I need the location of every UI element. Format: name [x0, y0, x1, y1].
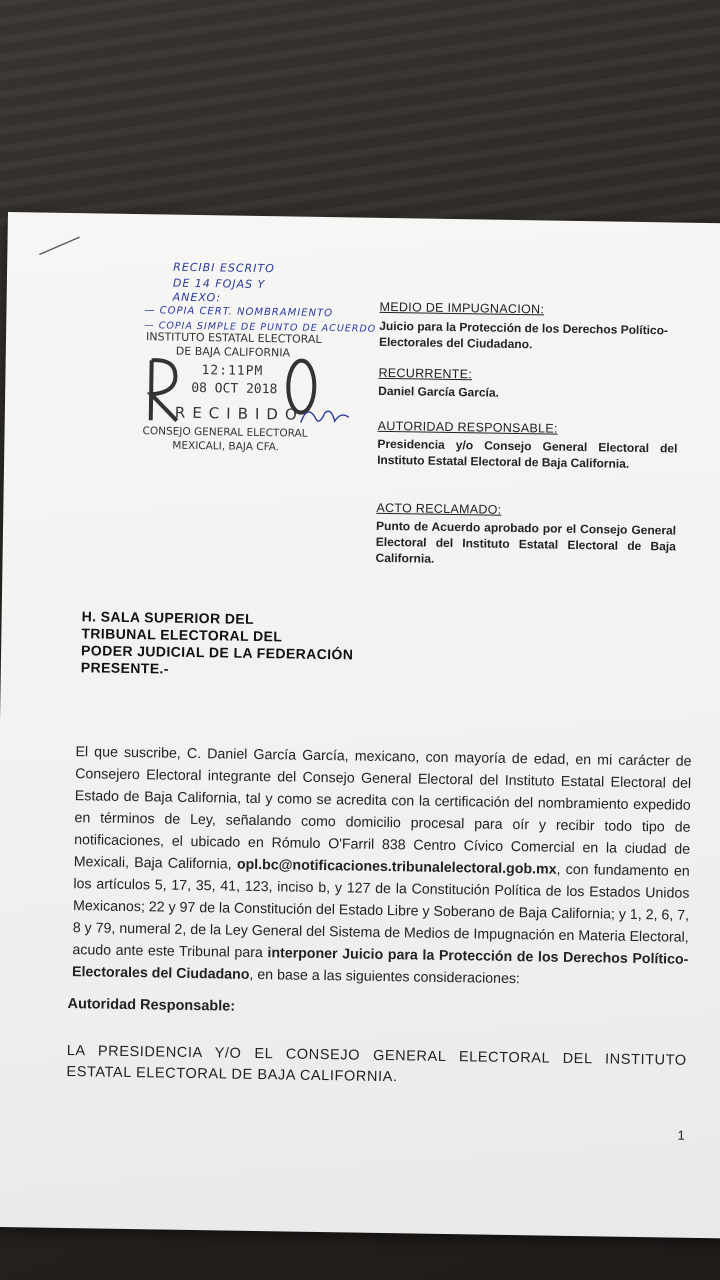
- stamp-state: DE BAJA CALIFORNIA: [175, 344, 291, 360]
- handwritten-line: — COPIA CERT. NOMBRAMIENTO: [144, 305, 334, 320]
- case-info-recurrente: [378, 366, 678, 404]
- section-value: LA PRESIDENCIA Y/O EL CONSEJO GENERAL ELECTORAL DEL INSTITUTO ESTATAL ELECTORAL DE BAJA CALIFORNIA.: [66, 1043, 687, 1086]
- notification-email: opl.bc@notificaciones.tribunalelectoral.gob.mx: [236, 856, 557, 878]
- handwritten-line: RECIBI ESCRITO: [173, 260, 275, 276]
- medio-label: MEDIO DE IMPUGNACION:: [379, 299, 545, 317]
- handwritten-line: DE 14 FOJAS Y: [172, 276, 266, 292]
- body-paragraph: [72, 741, 692, 993]
- stamp-council: CONSEJO GENERAL ELECTORAL: [142, 425, 308, 440]
- addressee-line: PRESENTE.-: [80, 659, 169, 677]
- body-bold-phrase: interponer Juicio para la Protección de los Derechos Político-Electorales del Ciudadano: [71, 945, 689, 983]
- section-title: Autoridad Responsable:: [67, 996, 236, 1015]
- body-text-part: El que suscribe, C. Daniel García García, mexicano, con mayoría de edad, en mi carácter de Consejero Electoral integrante del Consejo General Electoral del Instituto Estatal Electoral del Estado de Baja California, tal y como se acredita con la certificación del nombramiento expedido en términos de Ley, señalando como domicilio procesal para oír y recibir todo tipo de notificaciones, el ubicado en Rómulo O'Farril 838 Centro Cívico Comercial en la ciudad de Mexicali, Baja California,: [73, 744, 692, 873]
- stamp-time: 12:11PM: [201, 363, 264, 380]
- handwritten-line: ANEXO:: [172, 290, 222, 305]
- document-page: [0, 212, 720, 1238]
- addressee-line: PODER JUDICIAL DE LA FEDERACIÓN: [81, 642, 354, 663]
- stamp-date: 08 OCT 2018: [191, 380, 278, 398]
- page-number: 1: [677, 1127, 685, 1143]
- wooden-table-background: [0, 0, 720, 230]
- acto-value: Punto de Acuerdo aprobado por el Consejo General Electoral del Instituto Estatal Electoral de Baja California.: [375, 518, 677, 566]
- case-info-acto: [375, 501, 676, 571]
- pen-mark: [35, 230, 85, 261]
- stamp-city: MEXICALI, BAJA CFA.: [172, 439, 280, 454]
- addressee-line: TRIBUNAL ELECTORAL DEL: [81, 625, 283, 645]
- recurrente-value: Daniel García García.: [378, 383, 500, 400]
- addressee-line: H. SALA SUPERIOR DEL: [81, 608, 255, 627]
- case-info-medio: [379, 300, 680, 355]
- stamp-institute: INSTITUTO ESTATAL ELECTORAL: [145, 330, 322, 346]
- autoridad-label: AUTORIDAD RESPONSABLE:: [377, 418, 558, 436]
- recurrente-label: RECURRENTE:: [378, 365, 473, 382]
- addressee: [81, 608, 354, 680]
- body-text-part: , en base a las siguientes consideraciones:: [249, 966, 521, 988]
- handwritten-line: — COPIA SIMPLE DE PUNTO DE ACUERDO: [144, 320, 377, 335]
- autoridad-value: Presidencia y/o Consejo General Electoral del Instituto Estatal Electoral de Baja California.: [377, 436, 678, 471]
- stamp-recibido: RECIBIDO: [174, 403, 304, 424]
- medio-value: Juicio para la Protección de los Derechos Político-Electorales del Ciudadano.: [378, 318, 669, 352]
- body-text-part: , con fundamento en los artículos 5, 17, 35, 41, 123, inciso b, y 127 de la Constitución Política de los Estados Unidos Mexicanos; 22 y 97 de la Constitución del Estado Libre y Soberano de Baja California; y 1, 2, 6, 7, 8 y 79, numeral 2, de la Ley General del Sistema de Medios de Impugnación en Materia Electoral, acudo ante este Tribunal para: [72, 861, 690, 962]
- acto-label: ACTO RECLAMADO:: [376, 500, 502, 517]
- case-info-autoridad: [377, 419, 678, 473]
